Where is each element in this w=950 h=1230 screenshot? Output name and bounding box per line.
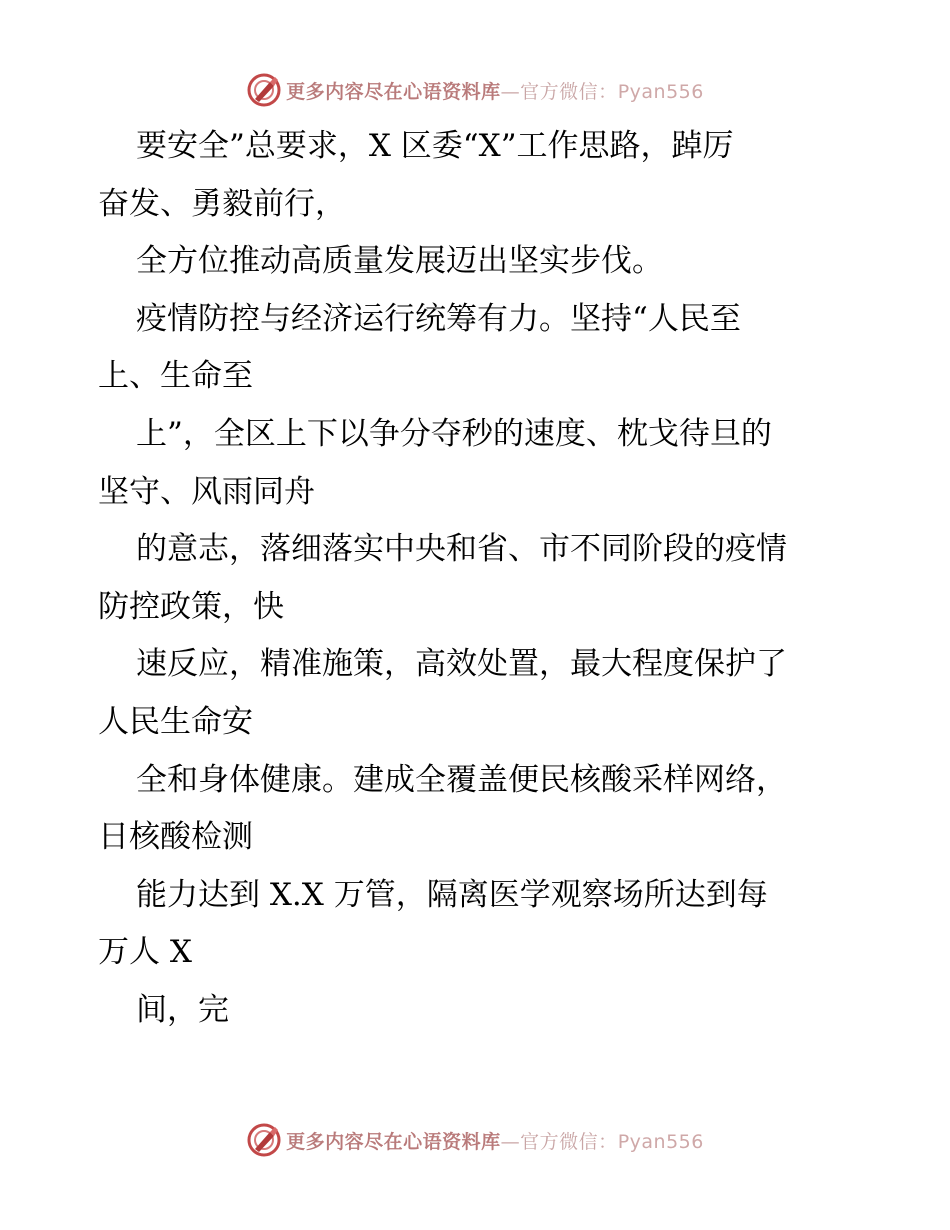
footer-watermark <box>0 1120 950 1160</box>
text-line: 全方位推动高质量发展迈出坚实步伐。 <box>136 243 663 280</box>
header-dash: — <box>500 80 521 103</box>
text-line: 防控政策，快 <box>98 588 284 625</box>
text-line: 人民生命安 <box>98 703 253 740</box>
header-brand: 更多内容尽在心语资料库 <box>286 80 501 103</box>
footer-dash: — <box>500 1130 521 1153</box>
footer-brand: 更多内容尽在心语资料库 <box>286 1130 501 1153</box>
text-line: 全和身体健康。建成全覆盖便民核酸采样网络， <box>136 761 787 798</box>
brand-logo-icon <box>246 72 282 108</box>
text-line: 坚守、风雨同舟 <box>98 473 315 510</box>
text-line: 疫情防控与经济运行统筹有力。坚持“人民至 <box>136 300 741 337</box>
header-watermark <box>0 70 950 110</box>
text-line: 的意志，落细落实中央和省、市不同阶段的疫情 <box>136 531 787 568</box>
text-line: 上、生命至 <box>98 358 253 395</box>
footer-wechat-id: Pyan556 <box>617 1130 704 1153</box>
body-text <box>98 118 858 1040</box>
text-line: 万人 X <box>98 934 192 971</box>
text-line: 奋发、勇毅前行， <box>98 185 346 222</box>
text-line: 日核酸检测 <box>98 819 253 856</box>
text-line: 间，完 <box>136 991 229 1028</box>
footer-watermark-text <box>286 1127 704 1154</box>
text-line: 速反应，精准施策，高效处置，最大程度保护了 <box>136 646 787 683</box>
text-line: 要安全”总要求，X 区委“X”工作思路，踔厉 <box>136 128 734 164</box>
header-watermark-text <box>286 77 704 104</box>
header-wechat-id: Pyan556 <box>617 80 704 103</box>
text-line: 能力达到 X.X 万管，隔离医学观察场所达到每 <box>136 876 768 913</box>
brand-logo-icon <box>246 1122 282 1158</box>
text-line: 上”，全区上下以争分夺秒的速度、枕戈待旦的 <box>136 415 772 452</box>
footer-wechat-label: 官方微信： <box>520 1130 618 1153</box>
header-wechat-label: 官方微信： <box>520 80 618 103</box>
